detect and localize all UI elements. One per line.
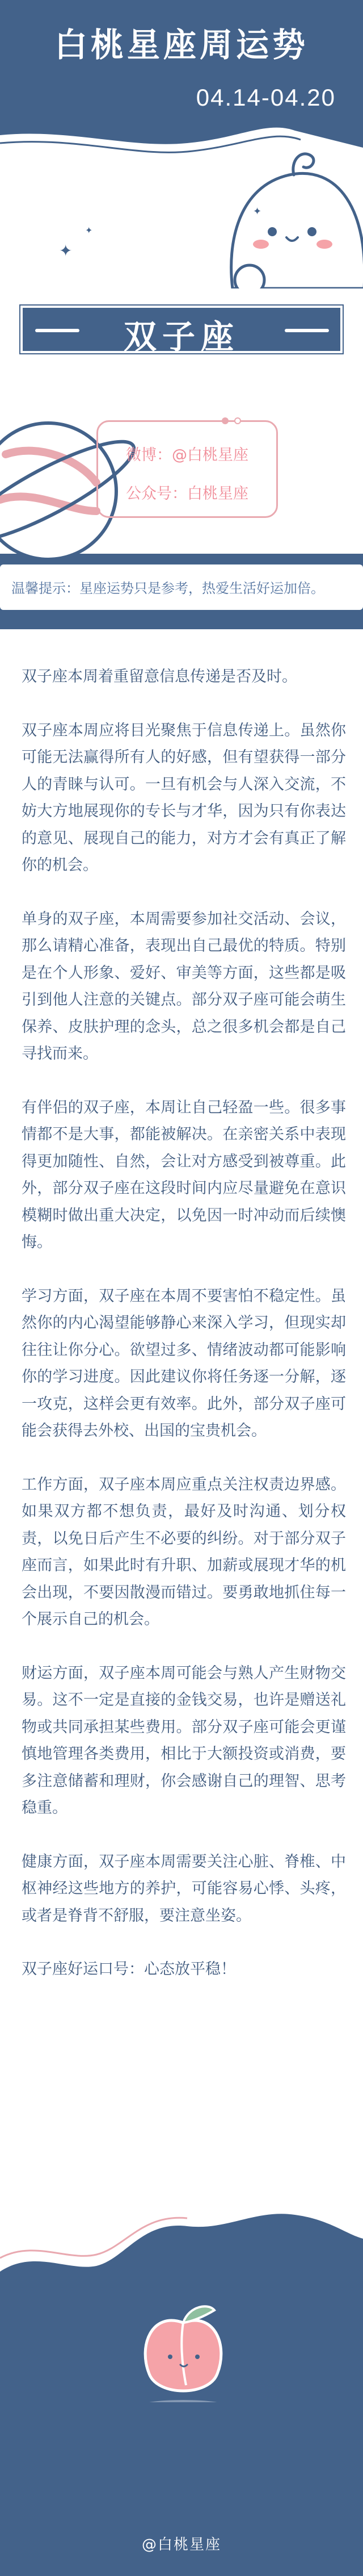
paragraph-partnered: 有伴侣的双子座，本周让自己轻盈一些。很多事情都不是大事，都能被解决。在亲密关系中表现得更加随性、自然，会让对方感受到被尊重。此外，部分双子座在这段时间内应尽量避免在意识模糊时做出重大决定，以免因一时冲动而后续懊悔。	[22, 1098, 346, 1251]
header	[0, 0, 363, 629]
peach-icon	[135, 2300, 231, 2402]
horoscope-content	[22, 663, 346, 2010]
notice-box	[0, 564, 363, 610]
footer	[0, 2186, 363, 2576]
banner-dash-right	[285, 329, 329, 332]
sparkle-icon: ✦	[59, 241, 73, 260]
decor-dot	[234, 417, 241, 424]
sparkle-icon: ✦	[85, 225, 93, 236]
wechat-account: 公众号：白桃星座	[126, 485, 248, 503]
watermark: @白桃星座	[141, 2536, 221, 2553]
paragraph-work: 工作方面，双子座本周应重点关注权责边界感。如果双方都不想负责，最好及时沟通、划分权责，以免日后产生不必要的纠纷。对于部分双子座而言，如果此时有升职、加薪或展现才华的机会出现，不要因散漫而错过。要勇敢地抓住每一个展示自己的机会。	[22, 1475, 346, 1628]
blob-mascot-icon	[216, 147, 363, 288]
paragraph-health: 健康方面，双子座本周需要关注心脏、脊椎、中枢神经这些地方的养护，可能容易心悸、头疼，或者是脊背不舒服，要注意坐姿。	[22, 1852, 346, 1925]
notice-text: 温馨提示：星座运势只是参考，热爱生活好运加倍。	[11, 580, 324, 596]
sign-title: 双子座	[123, 317, 239, 356]
sign-banner	[20, 306, 343, 356]
page-title: 白桃星座周运势	[54, 26, 309, 64]
paragraph-study: 学习方面，双子座在本周不要害怕不稳定性。虽然你的内心渴望能够静心来深入学习，但现实却往往让你分心。欲望过多、情绪波动都可能影响你的学习进度。因此建议你将任务逐一分解，逐一攻克，这样会更有效率。此外，部分双子座可能会获得去外校、出国的宝贵机会。	[22, 1287, 346, 1440]
paragraph-overview: 双子座本周应将目光聚焦于信息传递上。虽然你可能无法赢得所有人的好感，但有望获得一部分人的青睐与认可。一旦有机会与人深入交流，不妨大方地展现你的专长与才华，因为只有你表达的意见、展现自己的能力，对方才会有真正了解你的机会。	[22, 721, 346, 874]
paragraph-finance: 财运方面，双子座本周可能会与熟人产生财物交易。这不一定是直接的金钱交易，也许是赠送礼物或共同承担某些费用。部分双子座可能会更谨慎地管理各类费用，相比于大额投资或消费，要多注意储蓄和理财，你会感谢自己的理智、思考稳重。	[22, 1664, 346, 1817]
paragraph-summary: 双子座本周着重留意信息传递是否及时。	[22, 668, 297, 685]
reference-note: 重点参考：太阳星座、上升星座	[66, 373, 297, 392]
sparkle-icon: ✦	[253, 206, 262, 218]
contact-box	[96, 420, 278, 518]
decor-dot	[222, 417, 229, 424]
date-range: 04.14-04.20	[196, 84, 336, 111]
paragraph-slogan: 双子座好运口号：心态放平稳！	[22, 1960, 236, 1978]
weibo-handle: 微博：@白桃星座	[126, 446, 248, 464]
paragraph-single: 单身的双子座，本周需要参加社交活动、会议，那么请精心准备，表现出自己最优的特质。特别是在个人形象、爱好、审美等方面，这些都是吸引到他人注意的关键点。部分双子座可能会萌生保养、皮肤护理的念头，总之很多机会都是自己寻找而来。	[22, 910, 346, 1063]
